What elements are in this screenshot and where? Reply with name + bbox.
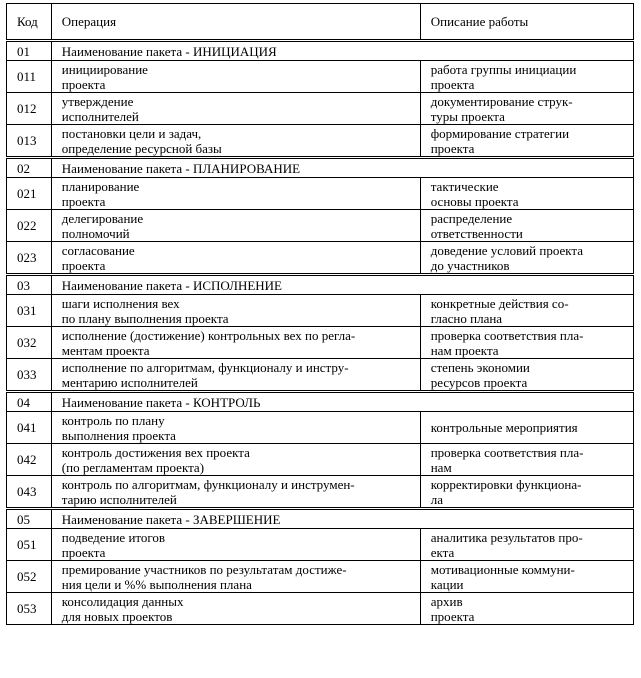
description-line: формирование стратегии: [430, 125, 570, 141]
table-row: [7, 93, 634, 125]
description-line: проверка соответствия пла-: [430, 327, 584, 343]
operation-line: проекта: [61, 76, 106, 92]
item-operation: [51, 359, 420, 392]
item-operation: [51, 242, 420, 275]
description-line: мотивационные коммуни-: [430, 561, 575, 577]
operation-line: инициирование: [61, 61, 148, 77]
package-code: 01: [7, 41, 52, 61]
table-row: [7, 242, 634, 275]
operation-line: проекта: [61, 257, 106, 273]
package-code: 03: [7, 275, 52, 295]
item-code: 053: [7, 593, 52, 625]
item-code: 021: [7, 178, 52, 210]
table-row: [7, 593, 634, 625]
operation-line: планирование: [61, 178, 140, 194]
item-description: [420, 359, 633, 392]
description-line: кации: [430, 576, 464, 592]
description-line: аналитика результатов про-: [430, 529, 583, 545]
package-row: [7, 392, 634, 412]
item-code: 043: [7, 476, 52, 509]
item-operation: [51, 210, 420, 242]
item-code: 012: [7, 93, 52, 125]
operation-line: ментарию исполнителей: [61, 374, 198, 390]
operation-line: консолидация данных: [61, 593, 184, 609]
operation-line: ния цели и %% выполнения плана: [61, 576, 252, 592]
item-code: 013: [7, 125, 52, 158]
operation-line: контроль достижения вех проекта: [61, 444, 250, 460]
operation-line: (по регламентам проекта): [61, 459, 205, 475]
item-operation: [51, 93, 420, 125]
operation-line: постановки цели и задач,: [61, 125, 202, 141]
description-line: нам проекта: [430, 342, 499, 358]
operation-line: исполнителей: [61, 108, 139, 124]
table-row: [7, 444, 634, 476]
item-description: [420, 444, 633, 476]
item-code: 052: [7, 561, 52, 593]
item-operation: [51, 125, 420, 158]
item-operation: [51, 295, 420, 327]
operation-line: полномочий: [61, 225, 130, 241]
package-name: Наименование пакета - ПЛАНИРОВАНИЕ: [51, 158, 633, 178]
package-row: [7, 158, 634, 178]
description-line: основы проекта: [430, 193, 519, 209]
operation-line: выполнения проекта: [61, 427, 176, 443]
item-code: 032: [7, 327, 52, 359]
operation-line: делегирование: [61, 210, 144, 226]
description-line: контрольные мероприятия: [430, 420, 578, 435]
description-line: гласно плана: [430, 310, 503, 326]
item-code: 033: [7, 359, 52, 392]
item-code: 051: [7, 529, 52, 561]
table-row: [7, 125, 634, 158]
operation-line: исполнение (достижение) контрольных вех по регла-: [61, 327, 356, 343]
operation-line: шаги исполнения вех: [61, 295, 180, 311]
header-description: Описание работы: [420, 4, 633, 41]
package-name: Наименование пакета - КОНТРОЛЬ: [51, 392, 633, 412]
description-line: доведение условий проекта: [430, 242, 584, 258]
package-row: [7, 41, 634, 61]
description-line: екта: [430, 544, 455, 560]
item-operation: [51, 444, 420, 476]
table-row: [7, 529, 634, 561]
item-code: 022: [7, 210, 52, 242]
item-description: [420, 125, 633, 158]
description-line: тактические: [430, 178, 499, 194]
table-row: [7, 476, 634, 509]
item-description: [420, 61, 633, 93]
description-line: распределение: [430, 210, 513, 226]
item-description: [420, 476, 633, 509]
package-name: Наименование пакета - ЗАВЕРШЕНИЕ: [51, 509, 633, 529]
operation-line: проекта: [61, 193, 106, 209]
table-row: [7, 327, 634, 359]
work-packages-table: [6, 3, 634, 625]
table-row: [7, 359, 634, 392]
item-operation: [51, 593, 420, 625]
item-description: [420, 412, 633, 444]
operation-line: подведение итогов: [61, 529, 166, 545]
item-description: [420, 593, 633, 625]
operation-line: ментам проекта: [61, 342, 150, 358]
description-line: проекта: [430, 608, 475, 624]
item-operation: [51, 178, 420, 210]
table-row: [7, 295, 634, 327]
operation-line: премирование участников по результатам достиже-: [61, 561, 347, 577]
description-line: проекта: [430, 76, 475, 92]
description-line: нам: [430, 459, 452, 475]
item-description: [420, 295, 633, 327]
item-operation: [51, 412, 420, 444]
package-code: 05: [7, 509, 52, 529]
table-row: [7, 561, 634, 593]
description-line: документирование струк-: [430, 93, 573, 109]
item-operation: [51, 61, 420, 93]
package-row: [7, 509, 634, 529]
description-line: проверка соответствия пла-: [430, 444, 584, 460]
item-operation: [51, 529, 420, 561]
operation-line: проекта: [61, 544, 106, 560]
item-operation: [51, 561, 420, 593]
item-code: 031: [7, 295, 52, 327]
operation-line: тарию исполнителей: [61, 491, 177, 507]
table-header-row: [7, 4, 634, 41]
item-description: [420, 529, 633, 561]
item-description: [420, 93, 633, 125]
item-code: 023: [7, 242, 52, 275]
header-code: Код: [7, 4, 52, 41]
header-operation: Операция: [51, 4, 420, 41]
table-row: [7, 210, 634, 242]
operation-line: исполнение по алгоритмам, функционалу и инстру-: [61, 359, 349, 375]
operation-line: по плану выполнения проекта: [61, 310, 229, 326]
package-code: 04: [7, 392, 52, 412]
description-line: корректировки функциона-: [430, 476, 582, 492]
description-line: архив: [430, 593, 463, 609]
package-row: [7, 275, 634, 295]
description-line: проекта: [430, 140, 475, 156]
table-row: [7, 178, 634, 210]
table-row: [7, 61, 634, 93]
item-description: [420, 178, 633, 210]
operation-line: контроль по плану: [61, 412, 165, 428]
operation-line: определение ресурсной базы: [61, 140, 222, 156]
package-code: 02: [7, 158, 52, 178]
package-name: Наименование пакета - ИНИЦИАЦИЯ: [51, 41, 633, 61]
description-line: до участников: [430, 257, 510, 273]
operation-line: для новых проектов: [61, 608, 173, 624]
item-description: [420, 561, 633, 593]
operation-line: контроль по алгоритмам, функционалу и инструмен-: [61, 476, 355, 492]
item-operation: [51, 476, 420, 509]
description-line: конкретные действия со-: [430, 295, 569, 311]
item-description: [420, 210, 633, 242]
item-code: 011: [7, 61, 52, 93]
description-line: ответственности: [430, 225, 523, 241]
description-line: степень экономии: [430, 359, 530, 375]
table-body: [7, 4, 634, 625]
item-code: 042: [7, 444, 52, 476]
item-code: 041: [7, 412, 52, 444]
package-name: Наименование пакета - ИСПОЛНЕНИЕ: [51, 275, 633, 295]
operation-line: согласование: [61, 242, 135, 258]
description-line: ла: [430, 491, 443, 507]
description-line: туры проекта: [430, 108, 505, 124]
item-description: [420, 327, 633, 359]
table-row: [7, 412, 634, 444]
description-line: работа группы инициации: [430, 61, 577, 77]
operation-line: утверждение: [61, 93, 134, 109]
description-line: ресурсов проекта: [430, 374, 528, 390]
item-operation: [51, 327, 420, 359]
item-description: [420, 242, 633, 275]
